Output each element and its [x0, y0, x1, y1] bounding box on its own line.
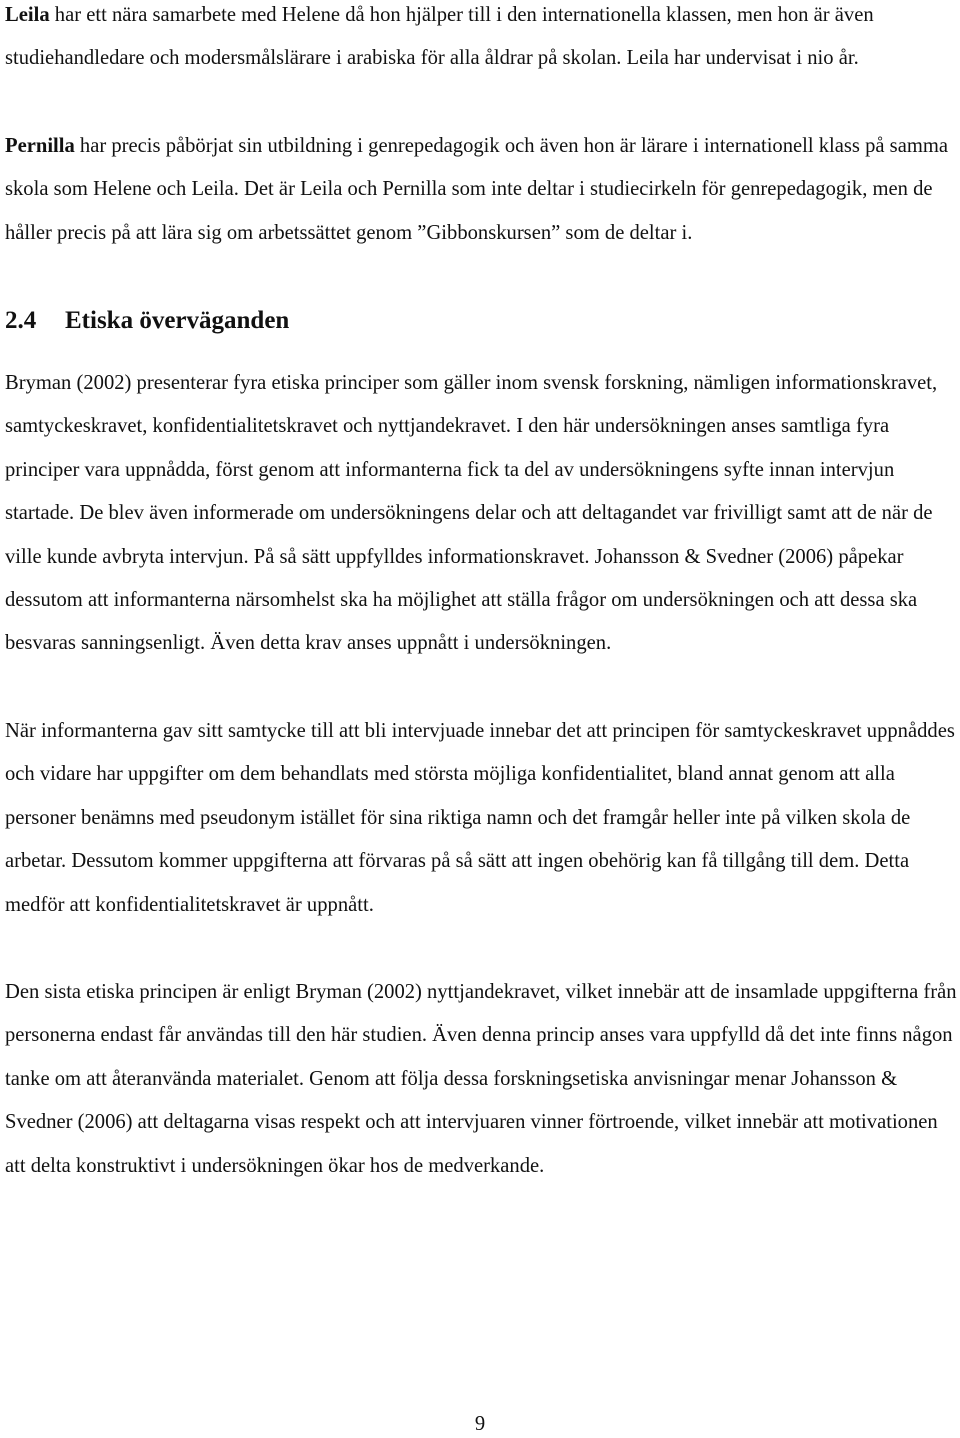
leila-name: Leila — [5, 4, 50, 26]
paragraph-spacer — [5, 81, 957, 125]
section-number: 2.4 — [5, 307, 37, 335]
section-heading — [5, 299, 957, 343]
section-spacer — [5, 255, 957, 299]
paragraph-spacer — [5, 927, 957, 971]
page-number: 9 — [474, 1413, 486, 1435]
utilization-paragraph: Den sista etiska principen är enligt Bryman (2002) nyttjandekravet, vilket innebär att de insamlade uppgifterna från personerna endast får användas till den här studien. Även denna princip anses vara uppfylld då det inte finns någon tanke om att återanvända materialet. Genom att följa dessa forskningsetiska anvisningar menar Johansson & Svedner (2006) att deltagarna visas respekt och att intervjuaren vinner förtroende, vilket innebär att motivationen att delta konstruktivt i undersökningen ökar hos de medverkande. — [5, 980, 957, 1177]
document-page — [5, 0, 957, 1188]
pernilla-name: Pernilla — [5, 134, 75, 157]
paragraph-spacer — [5, 666, 957, 710]
pernilla-paragraph — [5, 125, 957, 255]
leila-description: har ett nära samarbete med Helene då hon hjälper till i den internationella klassen, men hon är även studiehandledare och modersmålslärare i arabiska för alla åldrar på skolan. Leila har undervisat i nio år. — [5, 4, 874, 70]
consent-paragraph: När informanterna gav sitt samtycke till att bli intervjuade innebar det att principen för samtyckeskravet uppnåddes och vidare har uppgifter om dem behandlats med största möjliga konfidentialitet, bland annat genom att alla personer benämns med pseudonym istället för sina riktiga namn och det framgår heller inte på vilken skola de arbetar. Dessutom kommer uppgifterna att förvaras på så sätt att ingen obehörig kan få tillgång till dem. Detta medför att konfidentialitetskravet är uppnått. — [5, 719, 955, 916]
pernilla-description: har precis påbörjat sin utbildning i genrepedagogik och även hon är lärare i internationell klass på samma skola som Helene och Leila. Det är Leila och Pernilla som inte deltar i studiecirkeln för genrepedagogik, men de håller precis på att lära sig om arbetssättet genom ”Gibbonskursen” som de deltar i. — [5, 134, 949, 244]
section-title: Etiska överväganden — [65, 307, 290, 335]
heading-spacer — [5, 343, 957, 362]
intro-paragraph — [5, 0, 957, 81]
ethics-principles-paragraph: Bryman (2002) presenterar fyra etiska principer som gäller inom svensk forskning, nämligen informationskravet, samtyckeskravet, konfidentialitetskravet och nyttjandekravet. I den här undersökningen anses samtliga fyra principer vara uppnådda, först genom att informanterna fick ta del av undersökningens syfte innan intervjun startade. De blev även informerade om undersökningens delar och att deltagandet var frivilligt samt att de när de ville kunde avbryta intervjun. På så sätt uppfylldes informationskravet. Johansson & Svedner (2006) påpekar dessutom att informanterna närsomhelst ska ha möjlighet att ställa frågor om undersökningen och att dessa ska besvaras sanningsenligt. Även detta krav anses uppnått i undersökningen. — [5, 372, 938, 655]
